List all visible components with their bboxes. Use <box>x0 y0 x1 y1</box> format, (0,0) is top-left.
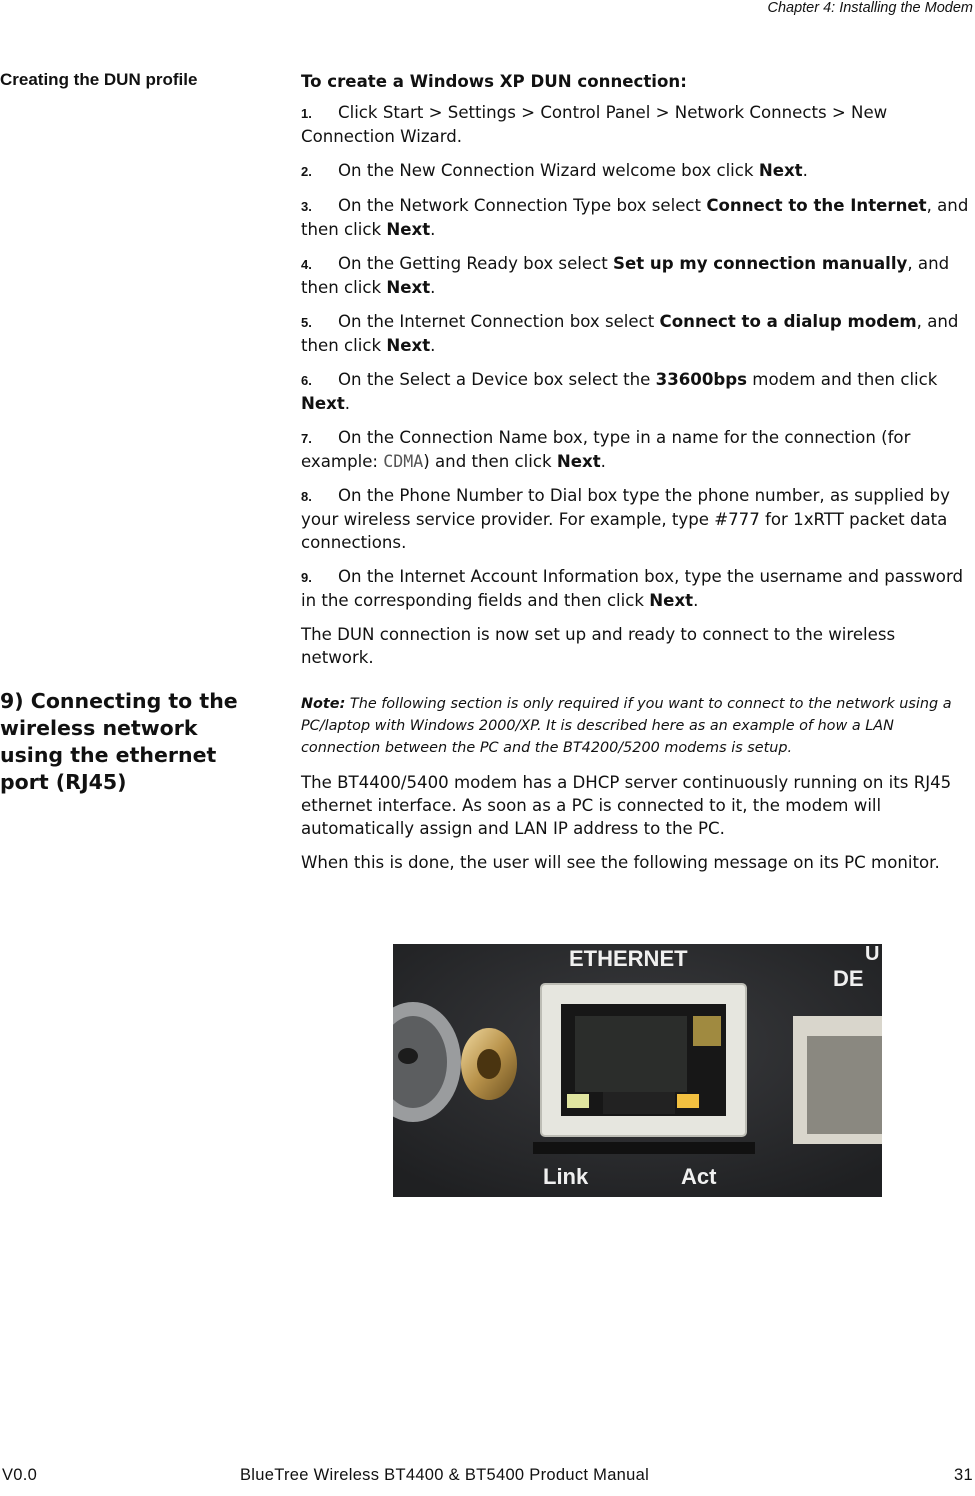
dun-procedure <box>301 70 973 680</box>
page-footer <box>2 1466 973 1488</box>
ethernet-port-photo <box>393 944 882 1197</box>
photo-label-link: Link <box>543 1164 589 1189</box>
note: Note: The following section is only required if you want to connect to the network using a PC/laptop with Windows 2000/XP. It is described here as an example of how a LAN connection between the PC and the BT4200/5200 modems is setup. <box>301 696 952 756</box>
ethernet-section <box>301 693 973 885</box>
note-label: Note: <box>301 696 346 712</box>
footer-title: BlueTree Wireless BT4400 & BT5400 Product Manual <box>240 1466 650 1484</box>
chapter-header: Chapter 4: Installing the Modem <box>767 0 973 16</box>
step-item: 5. On the Internet Connection box select Connect to a dialup modem, and then click Next. <box>301 312 959 355</box>
photo-label-ethernet: ETHERNET <box>569 946 688 971</box>
page-number: 31 <box>954 1466 973 1484</box>
step-item: 2. On the New Connection Wizard welcome box click Next. <box>301 161 808 180</box>
step-item: 4. On the Getting Ready box select Set up my connection manually, and then click Next. <box>301 254 950 297</box>
procedure-title: To create a Windows XP DUN connection: <box>301 72 687 91</box>
dhcp-paragraph: The BT4400/5400 modem has a DHCP server continuously running on its RJ45 ethernet interface. As soon as a PC is connected to it, the modem will automatically assign and LAN IP address to the PC. <box>301 773 952 838</box>
example-code: CDMA <box>383 452 424 471</box>
section-heading-dun: Creating the DUN profile <box>0 70 198 89</box>
step-item: 1. Click Start > Settings > Control Panel > Network Connects > New Connection Wizard. <box>301 103 888 146</box>
step-item: 6. On the Select a Device box select the 33600bps modem and then click Next. <box>301 370 938 413</box>
step-item: 8. On the Phone Number to Dial box type the phone number, as supplied by your wireless service provider. For example, type #777 for 1xRTT packet data connections. <box>301 486 950 552</box>
step-item: 9. On the Internet Account Information box, type the username and password in the corresponding fields and then click Next. <box>301 567 964 610</box>
photo-label-act: Act <box>681 1164 717 1189</box>
photo-label-u: U <box>865 944 880 965</box>
closing-paragraph: The DUN connection is now set up and ready to connect to the wireless network. <box>301 625 896 667</box>
section-heading-ethernet: 9) Connecting to the wireless network using the ethernet port (RJ45) <box>0 689 238 794</box>
photo-label-de: DE <box>833 966 864 991</box>
footer-version: V0.0 <box>2 1466 38 1484</box>
step-item: 3. On the Network Connection Type box select Connect to the Internet, and then click Next. <box>301 196 969 239</box>
step-item: 7. On the Connection Name box, type in a name for the connection (for example: CDMA) and then click Next. <box>301 428 911 471</box>
message-paragraph: When this is done, the user will see the following message on its PC monitor. <box>301 853 940 872</box>
